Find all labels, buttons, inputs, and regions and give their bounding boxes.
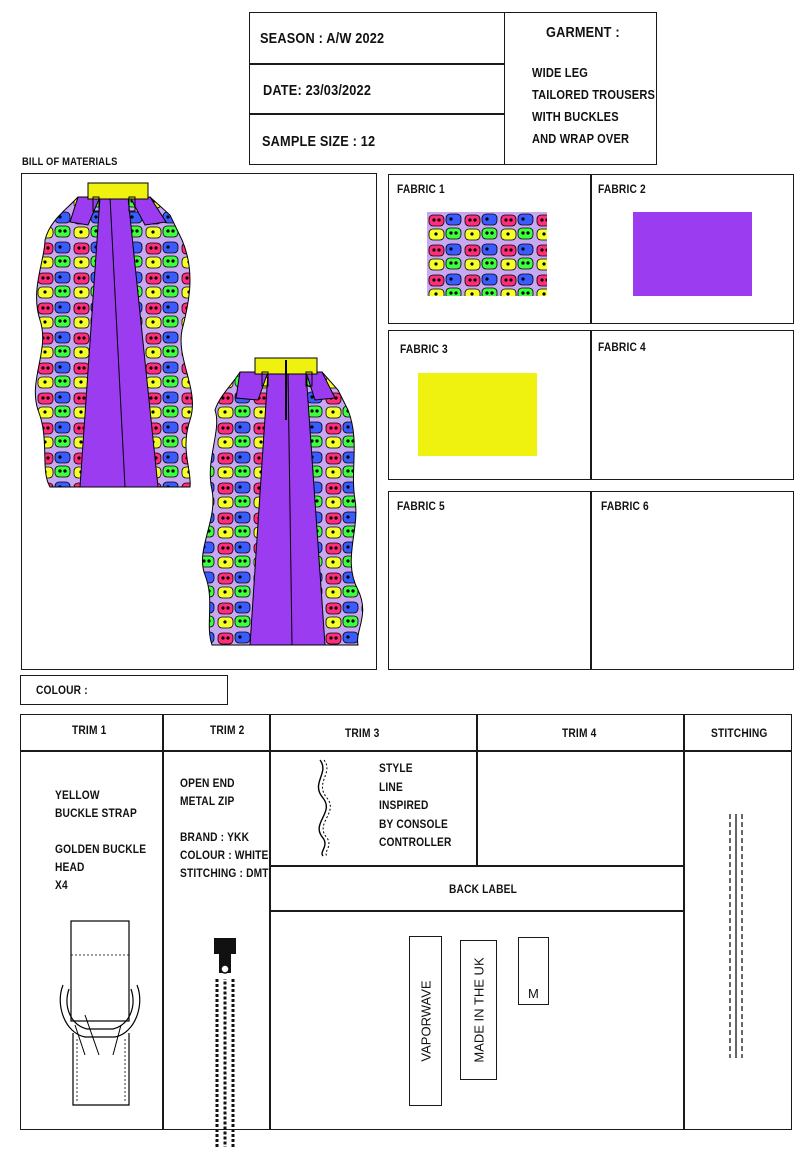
trim-1-title: TRIM 1 bbox=[72, 723, 107, 737]
garment-desc-line: WIDE LEG bbox=[532, 65, 589, 80]
stitching-title: STITCHING bbox=[711, 726, 768, 740]
date-text: DATE: 23/03/2022 bbox=[263, 82, 372, 99]
fabric-1-label: FABRIC 1 bbox=[397, 182, 445, 196]
trim-3-line: LINE bbox=[379, 779, 403, 794]
fabric-4-label: FABRIC 4 bbox=[598, 340, 646, 354]
trousers-front-view bbox=[35, 183, 192, 487]
garment-desc-line: TAILORED TROUSERS bbox=[532, 87, 656, 102]
trim-3-line: INSPIRED bbox=[379, 798, 429, 812]
trim-3-line: STYLE bbox=[379, 761, 413, 775]
trim-2-line: COLOUR : WHITE bbox=[180, 848, 269, 862]
size-label-text: M bbox=[528, 986, 539, 1001]
fabric-divider bbox=[590, 330, 592, 480]
garment-desc-line: AND WRAP OVER bbox=[532, 131, 630, 146]
trim-1-line: BUCKLE STRAP bbox=[55, 806, 137, 820]
fabric-6-label: FABRIC 6 bbox=[601, 499, 649, 513]
buckle-strap-illustration bbox=[55, 915, 165, 1115]
trim-1-line bbox=[55, 822, 146, 840]
fabric-divider bbox=[590, 491, 592, 670]
bill-of-materials-title: BILL OF MATERIALS bbox=[22, 156, 118, 168]
zip-illustration bbox=[211, 935, 241, 1160]
fabric-5-label: FABRIC 5 bbox=[397, 499, 445, 513]
trim-2-line: BRAND : YKK bbox=[180, 830, 250, 844]
fabric-3-swatch bbox=[418, 373, 537, 456]
made-in-uk-label bbox=[460, 940, 497, 1080]
trim-3-line: BY CONSOLE bbox=[379, 816, 448, 831]
season-text: SEASON : A/W 2022 bbox=[260, 30, 385, 47]
trims-col-divider bbox=[476, 714, 478, 865]
trim-1-description bbox=[55, 786, 146, 894]
vaporwave-label-text: VAPORWAVE bbox=[418, 980, 433, 1062]
trim-1-line: GOLDEN BUCKLE bbox=[55, 842, 147, 856]
trim-4-title: TRIM 4 bbox=[562, 726, 597, 740]
back-label-top-line bbox=[269, 865, 684, 867]
trims-header-line bbox=[20, 750, 792, 752]
trim-3-title: TRIM 3 bbox=[345, 726, 380, 740]
trim-1-line: HEAD bbox=[55, 860, 85, 874]
trim-3-line: CONTROLLER bbox=[379, 835, 452, 849]
trim-3-description bbox=[379, 759, 452, 852]
fabric-2-swatch bbox=[633, 212, 752, 296]
trim-1-line: YELLOW bbox=[55, 788, 100, 802]
trims-col-divider bbox=[683, 714, 685, 1130]
vaporwave-label bbox=[409, 936, 442, 1106]
fabric-divider bbox=[590, 174, 592, 324]
trim-2-line: OPEN END bbox=[180, 776, 235, 790]
trim-2-line: STITCHING : DMT bbox=[180, 866, 269, 880]
trims-col-divider bbox=[269, 714, 271, 1130]
trim-2-line bbox=[180, 810, 269, 828]
back-label-bottom-line bbox=[269, 910, 684, 912]
garment-title: GARMENT : bbox=[546, 24, 620, 41]
made-in-uk-label-text: MADE IN THE UK bbox=[471, 957, 486, 1063]
trim-2-description bbox=[180, 774, 269, 882]
trim-2-title: TRIM 2 bbox=[210, 723, 245, 737]
colour-label: COLOUR : bbox=[36, 683, 88, 697]
trousers-back-view bbox=[202, 358, 362, 645]
style-line-icon bbox=[305, 758, 345, 858]
size-label bbox=[518, 937, 549, 1005]
sample-size-text: SAMPLE SIZE : 12 bbox=[262, 133, 376, 150]
stitching-illustration bbox=[727, 812, 747, 1062]
fabric-3-label: FABRIC 3 bbox=[400, 342, 448, 356]
fabric-2-label: FABRIC 2 bbox=[598, 182, 646, 196]
back-label-title: BACK LABEL bbox=[449, 882, 517, 896]
fabric-1-swatch bbox=[427, 212, 547, 296]
trim-1-line: X4 bbox=[55, 878, 68, 892]
trim-2-line: METAL ZIP bbox=[180, 794, 235, 808]
garment-desc-line: WITH BUCKLES bbox=[532, 109, 619, 124]
